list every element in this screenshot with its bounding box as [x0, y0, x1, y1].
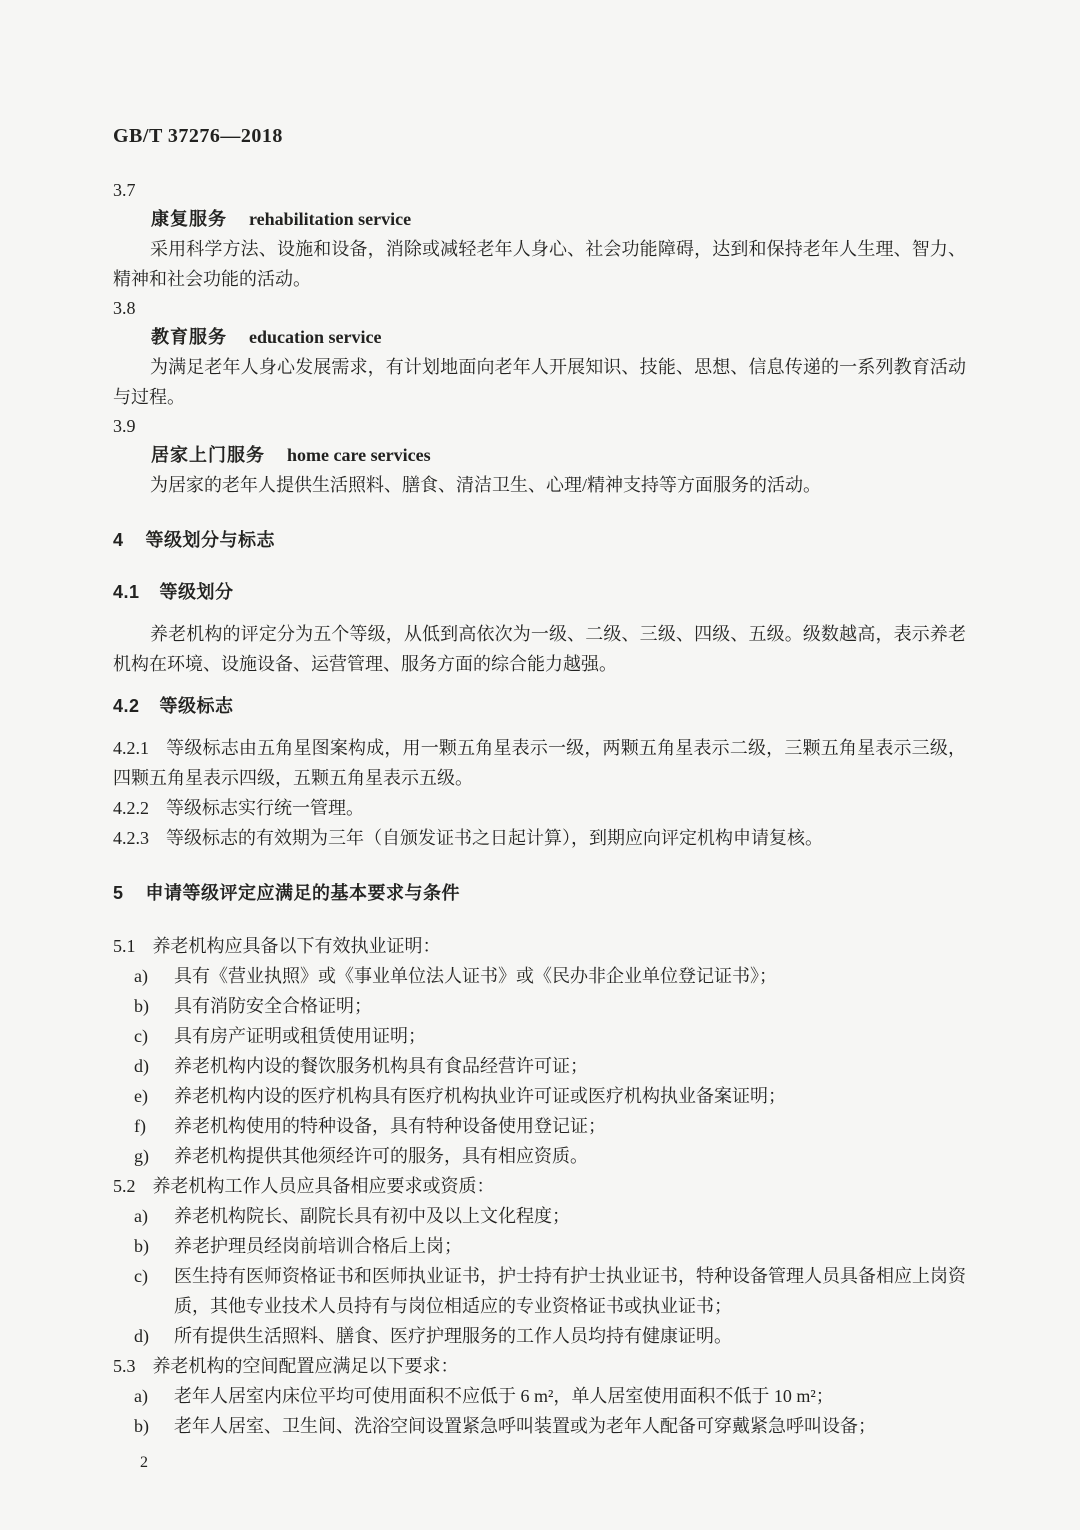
chapter-title: 等级划分与标志: [145, 530, 276, 550]
clause-text: 等级标志由五角星图案构成，用一颗五角星表示一级，两颗五角星表示二级，三颗五角星表示三级，四颗五角星表示四级，五颗五角星表示五级。: [113, 738, 966, 788]
item-text: 养老机构内设的餐饮服务机构具有食品经营许可证；: [174, 1056, 588, 1076]
clause-4-2-3: [113, 823, 966, 853]
term-name-en: rehabilitation service: [249, 209, 412, 229]
term-title: [151, 323, 966, 352]
term-title: [151, 441, 966, 470]
item-label: a): [134, 966, 148, 986]
clause-5-2: [113, 1171, 966, 1201]
item-label: c): [134, 1026, 148, 1046]
list-item-5-1-a: [134, 961, 966, 991]
item-text: 医生持有医师资格证书和医师执业证书，护士持有护士执业证书，特种设备管理人员具备相应上岗资质，其他专业技术人员持有与岗位相适应的专业资格证书或执业证书；: [174, 1266, 966, 1316]
item-label: b): [134, 1416, 149, 1436]
clause-number: 5.1: [113, 936, 136, 956]
clause-number: 5.3: [113, 1356, 136, 1376]
clause-number: 4.2.2: [113, 798, 149, 818]
item-text: 养老机构使用的特种设备，具有特种设备使用登记证；: [174, 1116, 606, 1136]
page-number: 2: [140, 1454, 148, 1471]
term-name-en: home care services: [287, 445, 431, 465]
list-item-5-1-e: [134, 1081, 966, 1111]
item-text: 养老机构内设的医疗机构具有医疗机构执业许可证或医疗机构执业备案证明；: [174, 1086, 786, 1106]
clause-text: 等级标志实行统一管理。: [166, 798, 364, 818]
list-item-5-2-d: [134, 1321, 966, 1351]
clause-number: 4.2.1: [113, 738, 149, 758]
term-block-3-8: [113, 294, 966, 412]
term-block-3-7: [113, 176, 966, 294]
standard-number-header: GB/T 37276—2018: [113, 125, 283, 147]
clause-text: 养老机构的空间配置应满足以下要求：: [152, 1356, 459, 1376]
chapter-number: 5: [113, 883, 124, 903]
list-item-5-2-c: [134, 1261, 966, 1321]
list-item-5-1-b: [134, 991, 966, 1021]
item-text: 养老护理员经岗前培训合格后上岗；: [174, 1236, 462, 1256]
chapter-number: 4: [113, 530, 124, 550]
list-item-5-1-f: [134, 1111, 966, 1141]
item-text: 老年人居室内床位平均可使用面积不应低于 6 m²，单人居室使用面积不低于 10 m²；: [174, 1386, 834, 1406]
item-label: a): [134, 1206, 148, 1226]
clause-5-3: [113, 1351, 966, 1381]
list-item-5-1-d: [134, 1051, 966, 1081]
term-title: [151, 205, 966, 234]
term-definition: 为满足老年人身心发展需求，有计划地面向老年人开展知识、技能、思想、信息传递的一系列教育活动与过程。: [113, 357, 966, 407]
chapter-4-section: [113, 526, 966, 853]
chapter-title: 申请等级评定应满足的基本要求与条件: [145, 883, 461, 903]
term-name-en: education service: [249, 327, 382, 347]
item-label: g): [134, 1146, 149, 1166]
item-label: b): [134, 1236, 149, 1256]
item-text: 养老机构提供其他须经许可的服务，具有相应资质。: [174, 1146, 588, 1166]
list-item-5-1-c: [134, 1021, 966, 1051]
term-name-zh: 教育服务: [151, 327, 227, 347]
subheading-title: 等级标志: [159, 696, 234, 716]
term-name-zh: 康复服务: [151, 209, 227, 229]
term-definition: 为居家的老年人提供生活照料、膳食、清洁卫生、心理/精神支持等方面服务的活动。: [150, 475, 821, 495]
item-text: 具有《营业执照》或《事业单位法人证书》或《民办非企业单位登记证书》；: [174, 966, 777, 986]
item-text: 所有提供生活照料、膳食、医疗护理服务的工作人员均持有健康证明。: [174, 1326, 732, 1346]
clause-4-2-1: [113, 733, 966, 793]
subheading-title: 等级划分: [159, 582, 234, 602]
subheading-number: 4.2: [113, 696, 140, 716]
list-item-5-2-b: [134, 1231, 966, 1261]
term-name-zh: 居家上门服务: [151, 445, 265, 465]
item-label: f): [134, 1116, 146, 1136]
term-number: 3.8: [113, 298, 136, 318]
term-number: 3.7: [113, 180, 136, 200]
item-label: d): [134, 1056, 149, 1076]
item-label: d): [134, 1326, 149, 1346]
terms-section: [113, 176, 966, 500]
item-label: a): [134, 1386, 148, 1406]
chapter-5-heading: [113, 879, 966, 908]
clause-text: 等级标志的有效期为三年（自颁发证书之日起计算），到期应向评定机构申请复核。: [166, 828, 823, 848]
item-label: b): [134, 996, 149, 1016]
item-label: c): [134, 1266, 148, 1286]
clause-4-2-2: [113, 793, 966, 823]
term-block-3-9: [113, 412, 966, 500]
term-number: 3.9: [113, 416, 136, 436]
chapter-5-section: [113, 879, 966, 1441]
chapter-4-heading: [113, 526, 966, 555]
list-item-5-1-g: [134, 1141, 966, 1171]
item-label: e): [134, 1086, 148, 1106]
subheading-4-2: [113, 692, 966, 721]
subheading-4-1: [113, 578, 966, 607]
item-text: 具有消防安全合格证明；: [174, 996, 372, 1016]
clause-number: 5.2: [113, 1176, 136, 1196]
clause-text: 养老机构工作人员应具备相应要求或资质：: [152, 1176, 495, 1196]
clause-number: 4.2.3: [113, 828, 149, 848]
list-item-5-3-b: [134, 1411, 966, 1441]
term-definition: 采用科学方法、设施和设备，消除或减轻老年人身心、社会功能障碍，达到和保持老年人生理、智力、精神和社会功能的活动。: [113, 239, 966, 289]
clause-4-1-paragraph: 养老机构的评定分为五个等级，从低到高依次为一级、二级、三级、四级、五级。级数越高，表示养老机构在环境、设施设备、运营管理、服务方面的综合能力越强。: [113, 624, 966, 674]
list-item-5-2-a: [134, 1201, 966, 1231]
list-item-5-3-a: [134, 1381, 966, 1411]
item-text: 老年人居室、卫生间、洗浴空间设置紧急呼叫装置或为老年人配备可穿戴紧急呼叫设备；: [174, 1416, 876, 1436]
clause-5-1: [113, 931, 966, 961]
subheading-number: 4.1: [113, 582, 140, 602]
item-text: 养老机构院长、副院长具有初中及以上文化程度；: [174, 1206, 570, 1226]
clause-text: 养老机构应具备以下有效执业证明：: [152, 936, 441, 956]
item-text: 具有房产证明或租赁使用证明；: [174, 1026, 426, 1046]
